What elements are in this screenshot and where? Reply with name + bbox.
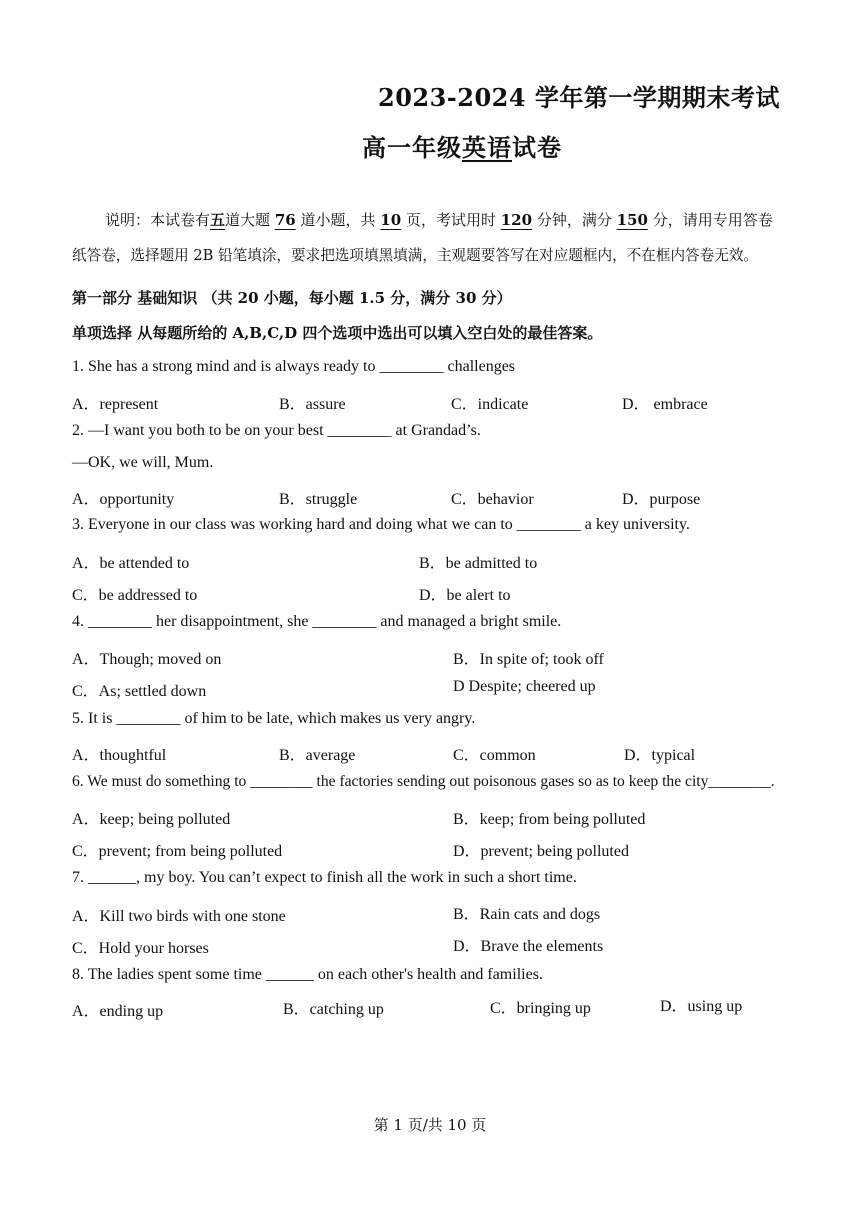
question-4-stem: 4. ________ her disappointment, she ________ and managed a bright smile.	[72, 613, 562, 630]
instructions-line-2: 纸答卷，选择题用 2B 铅笔填涂，要求把选项填黑填满，主观题要答写在对应题框内，不在框内答卷无效。	[72, 247, 759, 264]
pages-count: 10	[380, 211, 402, 229]
question-5-option-d: D．typical	[624, 747, 696, 764]
question-4-option-d: D Despite; cheered up	[453, 678, 596, 695]
question-7-option-a: A．Kill two birds with one stone	[72, 908, 286, 925]
question-1-option-a: A．represent	[72, 396, 159, 413]
question-8-option-b: B．catching up	[283, 1001, 384, 1018]
question-6-option-c: C．prevent; from being polluted	[72, 843, 283, 860]
sections-count: 五	[210, 211, 226, 229]
page-number: 第 1 页/共 10 页	[373, 1116, 487, 1134]
question-6-option-d: D．prevent; being polluted	[453, 843, 629, 860]
question-2-option-b: B．struggle	[279, 491, 358, 508]
exam-subtitle	[362, 128, 562, 163]
subtitle-suffix: 试卷	[512, 133, 562, 162]
instr-text: 分钟，满分	[536, 211, 612, 229]
instr-text: 道小题，共	[300, 211, 376, 229]
question-1-option-d: D． embrace	[622, 396, 708, 413]
question-7-option-c: C．Hold your horses	[72, 940, 209, 957]
question-6-stem: 6. We must do something to ________ the factories sending out poisonous gases so as to keep the city________.	[72, 773, 775, 790]
questions-count: 76	[274, 211, 296, 229]
subtitle-subject: 英语	[462, 133, 512, 162]
question-3-option-c: C．be addressed to	[72, 587, 198, 604]
instructions-line-1	[105, 206, 773, 234]
instr-text: 道大题	[225, 211, 271, 229]
question-4-option-b: B．In spite of; took off	[453, 651, 604, 668]
question-8-option-a: A．ending up	[72, 1003, 164, 1020]
question-5-option-c: C．common	[453, 747, 536, 764]
question-7-option-d: D．Brave the elements	[453, 938, 604, 955]
question-1-stem: 1. She has a strong mind and is always ready to ________ challenges	[72, 358, 516, 375]
question-8-option-d: D．using up	[660, 998, 743, 1015]
question-6-option-b: B．keep; from being polluted	[453, 811, 646, 828]
question-7-stem: 7. ______, my boy. You can’t expect to finish all the work in such a short time.	[72, 869, 577, 886]
question-2-option-c: C．behavior	[451, 491, 534, 508]
full-score: 150	[616, 211, 648, 229]
question-1-option-b: B．assure	[279, 396, 346, 413]
question-4-option-a: A．Though; moved on	[72, 651, 222, 668]
question-3-option-a: A．be attended to	[72, 555, 190, 572]
question-8-stem: 8. The ladies spent some time ______ on each other's health and families.	[72, 966, 543, 983]
question-3-option-d: D．be alert to	[419, 587, 511, 604]
question-2-option-a: A．opportunity	[72, 491, 175, 508]
section-heading: 单项选择 从每题所给的 A,B,C,D 四个选项中选出可以填入空白处的最佳答案。	[72, 324, 603, 342]
question-2-stem-reply: —OK, we will, Mum.	[72, 454, 214, 471]
question-5-option-b: B．average	[279, 747, 356, 764]
question-7-option-b: B．Rain cats and dogs	[453, 906, 601, 923]
question-2-option-d: D．purpose	[622, 491, 701, 508]
exam-minutes: 120	[500, 211, 533, 229]
question-6-option-a: A．keep; being polluted	[72, 811, 231, 828]
part-one-heading: 第一部分 基础知识 （共 20 小题，每小题 1.5 分，满分 30 分）	[72, 289, 512, 307]
exam-title: 2023-2024 学年第一学期期末考试	[378, 83, 780, 112]
question-5-stem: 5. It is ________ of him to be late, which makes us very angry.	[72, 710, 476, 727]
question-4-option-c: C．As; settled down	[72, 683, 207, 700]
question-3-option-b: B．be admitted to	[419, 555, 538, 572]
instr-text: 页，考试用时	[405, 211, 496, 229]
instr-text: 分，请用专用答卷	[652, 211, 773, 229]
subtitle-grade: 高一年级	[362, 133, 462, 162]
question-1-option-c: C．indicate	[451, 396, 529, 413]
question-3-stem: 3. Everyone in our class was working hard and doing what we can to ________ a key university.	[72, 516, 690, 533]
instr-text: 说明：本试卷有	[105, 211, 211, 229]
question-5-option-a: A．thoughtful	[72, 747, 167, 764]
question-2-stem: 2. —I want you both to be on your best ________ at Grandad’s.	[72, 422, 481, 439]
question-8-option-c: C．bringing up	[490, 1000, 591, 1017]
